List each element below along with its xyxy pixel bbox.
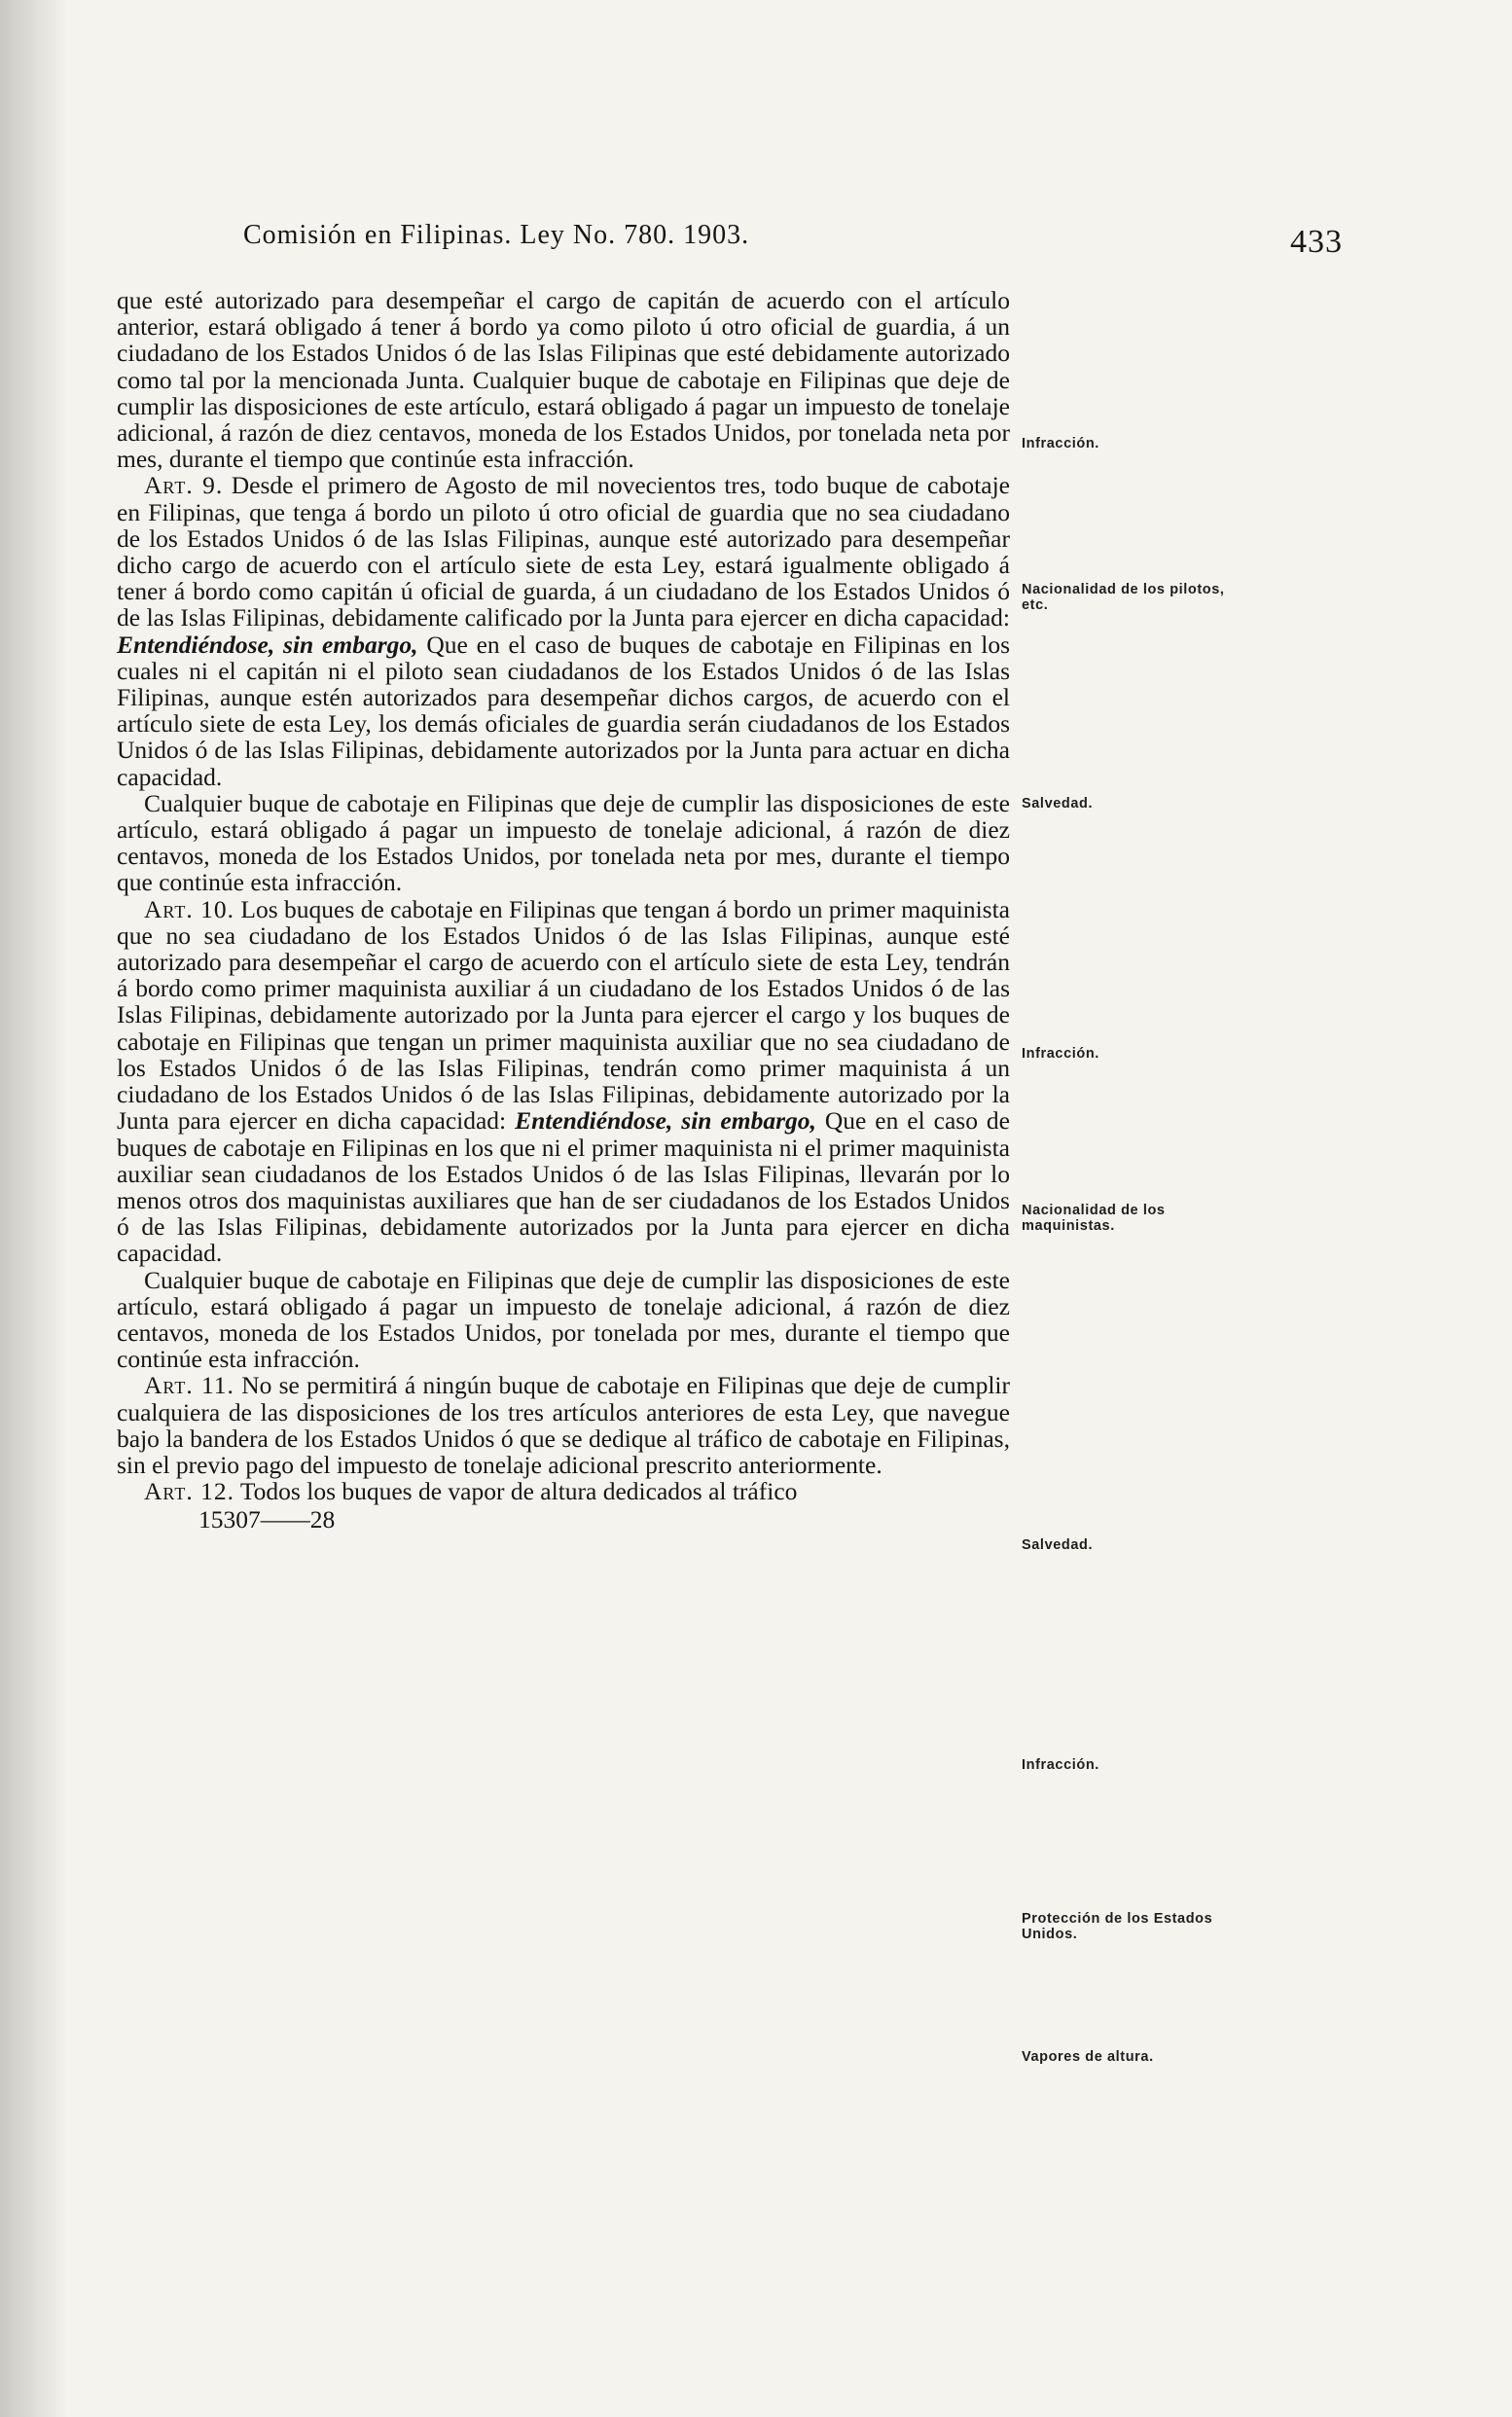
paragraph-article-9 [117,472,1010,789]
proviso-emphasis: Entendiéndose, sin embargo, [117,630,418,659]
paragraph-text: Cualquier buque de cabotaje en Filipinas que deje de cumplir las disposiciones de este artículo, estará obligado á pagar un impuesto de tonelaje adicional, á razón de diez centavos, moneda de los Estados Unidos, por tonelada neta por mes, durante el tiempo que continúe esta infracción. [117,788,1010,897]
paragraph-text-after: Que en el caso de buques de cabotaje en Filipinas en los que ni el primer maquinista ni el primer maquinista auxiliar sean ciudadanos de los Estados Unidos ó de las Islas Filipinas, llevarán por lo menos otros dos maquinistas auxiliares que han de ser ciudadanos de los Estados Unidos ó de las Islas Filipinas, debidamente autorizados por la Junta para ejercer en dicha capacidad. [117,1106,1010,1268]
paragraph-text: Cualquier buque de cabotaje en Filipinas que deje de cumplir las disposiciones de este artículo, estará obligado á pagar un impuesto de tonelaje adicional, á razón de diez centavos, moneda de los Estados Unidos, por tonelada por mes, durante el tiempo que continúe esta infracción. [117,1265,1010,1374]
margin-note-salvedad: Salvedad. [1022,796,1094,812]
paragraph-text: No se permitirá á ningún buque de cabotaje en Filipinas que deje de cumplir cualquiera de las disposiciones de los tres artículos anteriores de esta Ley, que navegue bajo la bandera de los Estados Unidos ó que se dedique al tráfico de cabotaje en Filipinas, sin el previo pago del impuesto de tonelaje adicional prescrito anteriormente. [117,1371,1011,1479]
margin-note-salvedad: Salvedad. [1022,1537,1094,1553]
printer-signature: 15307——28 [198,1505,336,1534]
margin-note-nacionalidad-pilotos: Nacionalidad de los pilotos, etc. [1022,582,1225,613]
page-number: 433 [1290,224,1343,260]
article-label: Art. 11. [144,1371,234,1400]
margin-note-infraccion: Infracción. [1022,436,1099,451]
paragraph-text: Todos los buques de vapor de altura dedicados al tráfico [239,1477,798,1506]
paragraph-infraction-9 [117,790,1010,896]
margin-note-infraccion: Infracción. [1022,1757,1099,1773]
margin-note-proteccion: Protección de los Estados Unidos. [1022,1911,1213,1942]
page-header [243,220,1343,263]
margin-note-infraccion: Infracción. [1022,1046,1099,1062]
article-label: Art. 9. [144,471,224,500]
paragraph-article-11 [117,1372,1010,1478]
paragraph-text: Los buques de cabotaje en Filipinas que tengan á bordo un primer maquinista que no sea ciudadano de los Estados Unidos ó de las Islas Filipinas, aunque esté autorizado para desempeñar el cargo de acuerdo con el artículo siete de esta Ley, tendrán á bordo como primer maquinista auxiliar á un ciudadano de los Estados Unidos ó de las Islas Filipinas, debidamente autorizado por la Junta para ejercer el cargo y los buques de cabotaje en Filipinas que tengan un primer maquinista auxiliar que no sea ciudadano de los Estados Unidos ó de las Islas Filipinas, tendrán como primer maquinista á un ciudadano de los Estados Unidos ó de las Islas Filipinas, debidamente autorizado por la Junta para ejercer en dicha capacidad: [117,894,1011,1136]
body-text [117,287,1010,1533]
paragraph-text: que esté autorizado para desempeñar el cargo de capitán de acuerdo con el artículo anterior, estará obligado á tener á bordo ya como piloto ú otro oficial de guardia, á un ciudadano de los Estados Unidos ó de las Islas Filipinas que esté debidamente autorizado como tal por la mencionada Junta. Cualquier buque de cabotaje en Filipinas que deje de cumplir las disposiciones de este artículo, estará obligado á pagar un impuesto de tonelaje adicional, á razón de diez centavos, moneda de los Estados Unidos, por tonelada neta por mes, durante el tiempo que continúe esta infracción. [117,286,1010,474]
margin-note-nacionalidad-maquinistas: Nacionalidad de los maquinistas. [1022,1203,1166,1234]
paragraph-article-10 [117,896,1010,1267]
running-head: Comisión en Filipinas. Ley No. 780. 1903. [243,220,750,250]
paragraph-continuation [117,287,1010,472]
margin-note-vapores-altura: Vapores de altura. [1022,2049,1154,2065]
article-label: Art. 10. [144,894,234,923]
paragraph-text-after: Que en el caso de buques de cabotaje en Filipinas en los cuales ni el capitán ni el piloto sean ciudadanos de los Estados Unidos ó de las Islas Filipinas, aunque estén autorizados para desempeñar dichos cargos, de acuerdo con el artículo siete de esta Ley, los demás oficiales de guardia serán ciudadanos de los Estados Unidos ó de las Islas Filipinas, debidamente autorizados por la Junta para actuar en dicha capacidad. [117,630,1010,791]
scan-gutter-shadow [0,0,68,2417]
proviso-emphasis: Entendiéndose, sin embargo, [515,1106,816,1136]
paragraph-article-12 [117,1478,1010,1504]
paragraph-text: Desde el primero de Agosto de mil novecientos tres, todo buque de cabotaje en Filipinas, que tenga á bordo un piloto ú otro oficial de guardia que no sea ciudadano de los Estados Unidos ó de las Islas Filipinas, aunque esté autorizado para desempeñar dicho cargo de acuerdo con el artículo siete de esta Ley, estará igualmente obligado á tener á bordo como capitán ú oficial de guarda, á un ciudadano de los Estados Unidos ó de las Islas Filipinas, debidamente calificado por la Junta para ejercer en dicha capacidad: [117,471,1010,632]
article-label: Art. 12. [144,1477,234,1506]
paragraph-infraction-10 [117,1267,1010,1373]
